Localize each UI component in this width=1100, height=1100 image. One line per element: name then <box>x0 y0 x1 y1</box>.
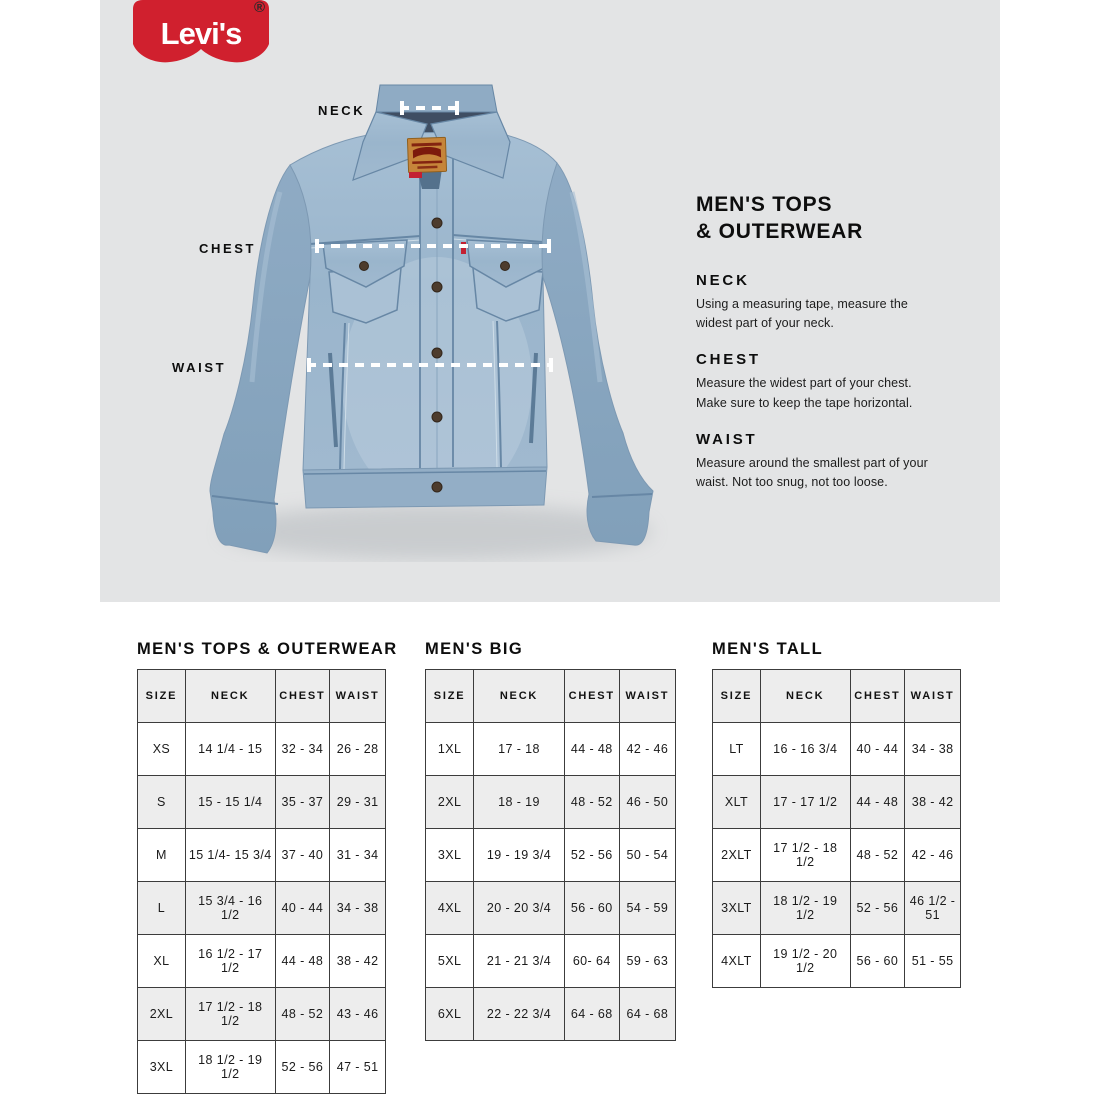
guide-title-line1: MEN'S TOPS <box>696 193 833 216</box>
table-cell: 42 - 46 <box>619 723 675 776</box>
table-cell: 40 - 44 <box>850 723 905 776</box>
table-cell: XLT <box>713 776 761 829</box>
table-row <box>138 723 386 776</box>
table-cell: 40 - 44 <box>275 882 330 935</box>
table-cell: 54 - 59 <box>619 882 675 935</box>
guide-title-line2: & OUTERWEAR <box>696 220 864 244</box>
table-row <box>138 935 386 988</box>
waist-measure-label: WAIST <box>172 360 227 375</box>
table-row <box>426 776 676 829</box>
registered-mark: ® <box>254 0 266 16</box>
column-header: NECK <box>760 670 850 723</box>
table-cell: 37 - 40 <box>275 829 330 882</box>
table-cell: 18 - 19 <box>474 776 565 829</box>
table-cell: XL <box>138 935 186 988</box>
table-cell: 3XL <box>138 1041 186 1094</box>
table-cell: 3XLT <box>713 882 761 935</box>
table-cell: 2XL <box>138 988 186 1041</box>
table-cell: 42 - 46 <box>905 829 961 882</box>
hero-panel <box>100 0 1000 602</box>
table-cell: 44 - 48 <box>850 776 905 829</box>
logo-wordmark: Levi's <box>160 16 242 51</box>
table-cell: 2XLT <box>713 829 761 882</box>
table-cell: 18 1/2 - 19 1/2 <box>760 882 850 935</box>
size-table-tops-outerwear <box>137 640 398 1094</box>
table-cell: 17 1/2 - 18 1/2 <box>185 988 275 1041</box>
levis-logo <box>133 0 303 72</box>
neck-measure-label: NECK <box>318 103 366 118</box>
guide-section-waist <box>696 431 938 494</box>
table-cell: 50 - 54 <box>619 829 675 882</box>
table-cell: 44 - 48 <box>564 723 619 776</box>
table-cell: 22 - 22 3/4 <box>474 988 565 1041</box>
table-row <box>138 776 386 829</box>
table-cell: 60- 64 <box>564 935 619 988</box>
table-title: MEN'S BIG <box>425 640 524 658</box>
guide-heading: NECK <box>696 271 750 289</box>
table-cell: XS <box>138 723 186 776</box>
guide-title <box>696 191 938 246</box>
table-row <box>713 723 961 776</box>
guide-body: Measure the widest part of your chest. Make sure to keep the tape horizontal. <box>696 376 913 410</box>
column-header: WAIST <box>330 670 386 723</box>
table-cell: 15 1/4- 15 3/4 <box>185 829 275 882</box>
table-title: MEN'S TOPS & OUTERWEAR <box>137 640 398 658</box>
table-row <box>138 829 386 882</box>
table-row <box>426 935 676 988</box>
table-row <box>713 776 961 829</box>
table-row <box>426 988 676 1041</box>
table-cell: 56 - 60 <box>850 935 905 988</box>
table-cell: 20 - 20 3/4 <box>474 882 565 935</box>
table-cell: 18 1/2 - 19 1/2 <box>185 1041 275 1094</box>
guide-body: Using a measuring tape, measure the widest part of your neck. <box>696 296 908 331</box>
patch-red-tag <box>409 172 422 178</box>
guide-body: Measure around the smallest part of your waist. Not too snug, not too loose. <box>696 455 928 490</box>
table-cell: 48 - 52 <box>564 776 619 829</box>
size-table-tall <box>712 640 961 988</box>
table-row <box>713 882 961 935</box>
table-cell: 51 - 55 <box>905 935 961 988</box>
size-table <box>137 669 386 1094</box>
left-pocket-button <box>360 262 369 271</box>
column-header: WAIST <box>619 670 675 723</box>
table-cell: 2XL <box>426 776 474 829</box>
header-row <box>138 670 386 723</box>
column-header: WAIST <box>905 670 961 723</box>
column-header: CHEST <box>564 670 619 723</box>
column-header: SIZE <box>426 670 474 723</box>
table-cell: 5XL <box>426 935 474 988</box>
table-cell: 48 - 52 <box>850 829 905 882</box>
chest-measure-line <box>315 244 551 248</box>
table-cell: 64 - 68 <box>564 988 619 1041</box>
table-cell: 56 - 60 <box>564 882 619 935</box>
table-cell: 6XL <box>426 988 474 1041</box>
table-cell: S <box>138 776 186 829</box>
right-pocket-button <box>501 262 510 271</box>
table-cell: 47 - 51 <box>330 1041 386 1094</box>
chest-measure-label: CHEST <box>199 241 257 256</box>
table-row <box>713 829 961 882</box>
collar-patch <box>407 137 446 172</box>
measuring-guide <box>696 191 938 510</box>
guide-heading: CHEST <box>696 351 761 369</box>
table-cell: 14 1/4 - 15 <box>185 723 275 776</box>
table-cell: 1XL <box>426 723 474 776</box>
table-cell: 48 - 52 <box>275 988 330 1041</box>
guide-section-neck <box>696 272 938 335</box>
table-cell: 44 - 48 <box>275 935 330 988</box>
guide-section-chest <box>696 351 938 414</box>
neck-measure-line <box>400 106 459 110</box>
table-row <box>713 935 961 988</box>
table-row <box>138 988 386 1041</box>
table-cell: 31 - 34 <box>330 829 386 882</box>
size-table <box>425 669 676 1041</box>
table-cell: 64 - 68 <box>619 988 675 1041</box>
table-cell: 34 - 38 <box>905 723 961 776</box>
table-cell: 52 - 56 <box>564 829 619 882</box>
jacket-illustration <box>200 82 670 562</box>
table-cell: 4XLT <box>713 935 761 988</box>
table-title: MEN'S TALL <box>712 640 824 658</box>
table-cell: 38 - 42 <box>905 776 961 829</box>
guide-heading: WAIST <box>696 430 758 448</box>
table-cell: 3XL <box>426 829 474 882</box>
table-cell: 43 - 46 <box>330 988 386 1041</box>
size-table <box>712 669 961 988</box>
table-row <box>426 723 676 776</box>
table-cell: 52 - 56 <box>850 882 905 935</box>
table-cell: 34 - 38 <box>330 882 386 935</box>
batwing-icon <box>133 0 269 64</box>
column-header: SIZE <box>138 670 186 723</box>
table-cell: 32 - 34 <box>275 723 330 776</box>
table-cell: 46 - 50 <box>619 776 675 829</box>
header-row <box>713 670 961 723</box>
table-cell: L <box>138 882 186 935</box>
table-cell: M <box>138 829 186 882</box>
table-cell: 16 - 16 3/4 <box>760 723 850 776</box>
table-cell: 38 - 42 <box>330 935 386 988</box>
table-cell: LT <box>713 723 761 776</box>
table-cell: 15 - 15 1/4 <box>185 776 275 829</box>
waist-measure-line <box>307 363 553 367</box>
table-row <box>138 1041 386 1094</box>
column-header: CHEST <box>850 670 905 723</box>
table-cell: 17 1/2 - 18 1/2 <box>760 829 850 882</box>
header-row <box>426 670 676 723</box>
table-cell: 15 3/4 - 16 1/2 <box>185 882 275 935</box>
table-cell: 17 - 18 <box>474 723 565 776</box>
table-cell: 21 - 21 3/4 <box>474 935 565 988</box>
table-cell: 59 - 63 <box>619 935 675 988</box>
table-cell: 46 1/2 - 51 <box>905 882 961 935</box>
table-cell: 4XL <box>426 882 474 935</box>
column-header: NECK <box>474 670 565 723</box>
column-header: NECK <box>185 670 275 723</box>
table-row <box>138 882 386 935</box>
table-row <box>426 829 676 882</box>
table-cell: 16 1/2 - 17 1/2 <box>185 935 275 988</box>
size-table-big <box>425 640 676 1041</box>
left-sleeve <box>210 165 311 553</box>
table-cell: 29 - 31 <box>330 776 386 829</box>
table-cell: 26 - 28 <box>330 723 386 776</box>
column-header: CHEST <box>275 670 330 723</box>
table-cell: 19 - 19 3/4 <box>474 829 565 882</box>
table-cell: 52 - 56 <box>275 1041 330 1094</box>
column-header: SIZE <box>713 670 761 723</box>
table-cell: 17 - 17 1/2 <box>760 776 850 829</box>
table-cell: 35 - 37 <box>275 776 330 829</box>
table-cell: 19 1/2 - 20 1/2 <box>760 935 850 988</box>
table-row <box>426 882 676 935</box>
